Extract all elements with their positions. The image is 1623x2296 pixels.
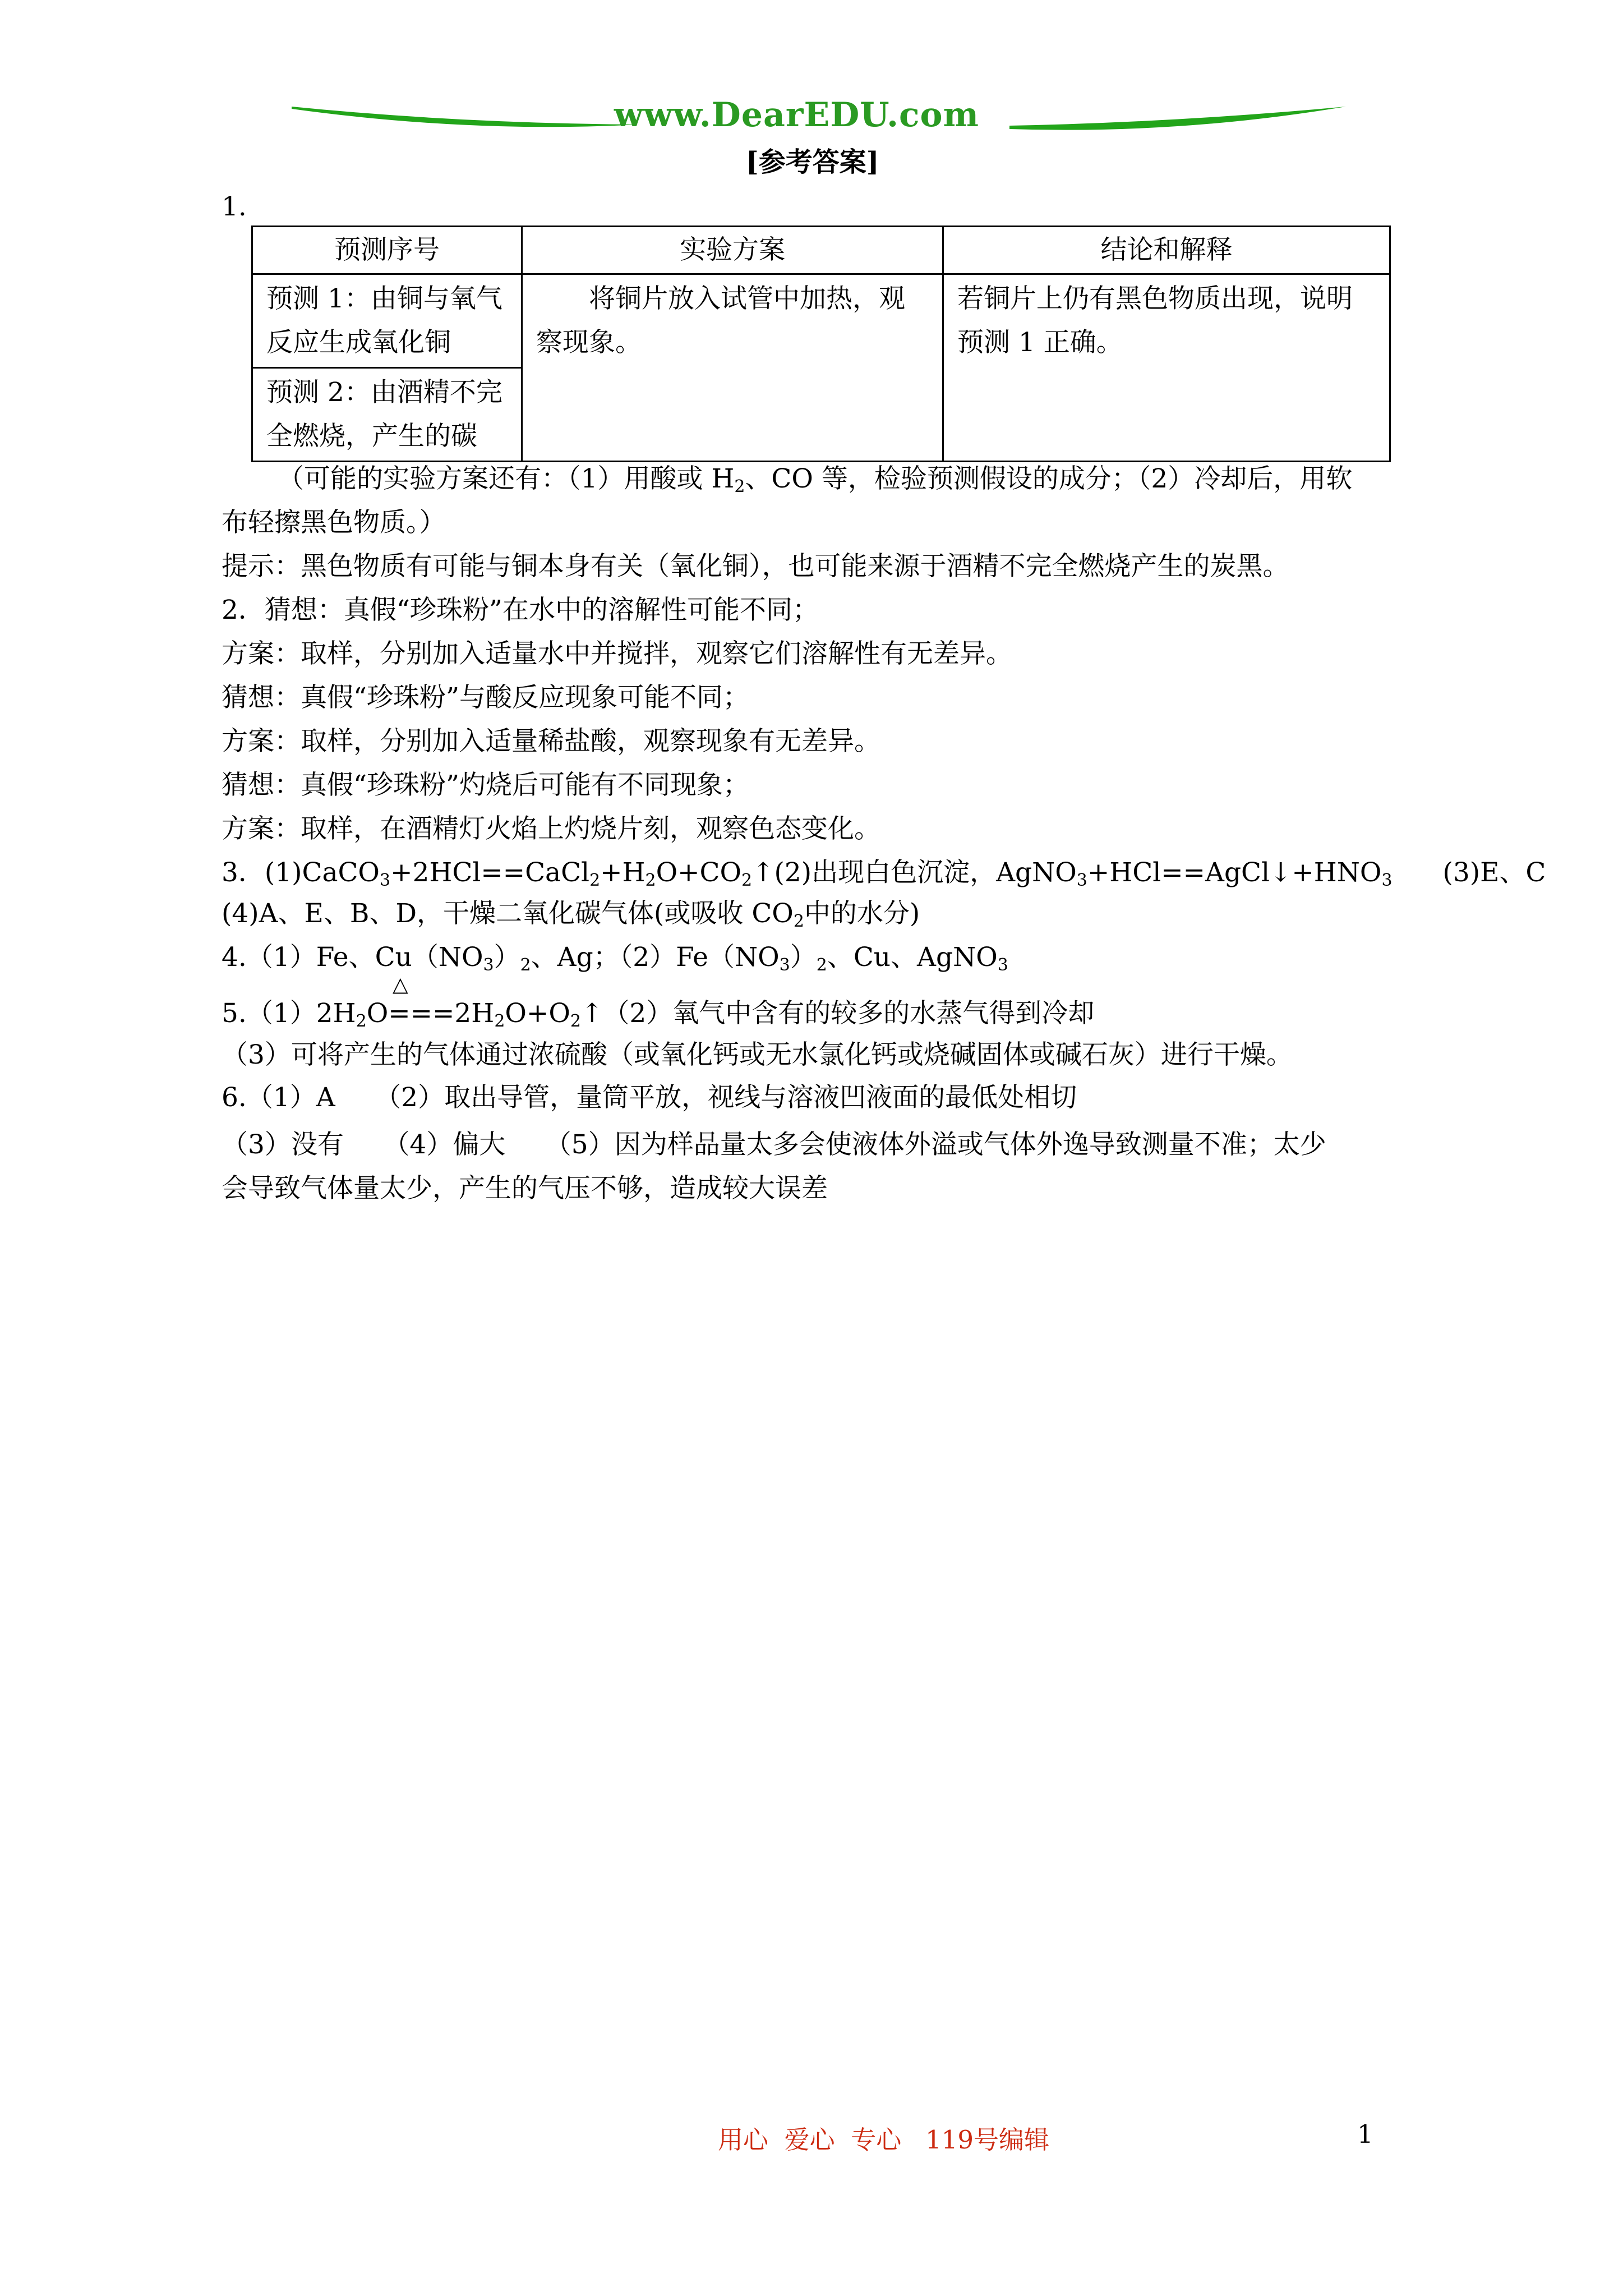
q1-hint: 提示：黑色物质有可能与铜本身有关（氧化铜），也可能来源于酒精不完全燃烧产生的炭黑。 <box>222 551 1289 582</box>
q1-note-line1 <box>278 457 1352 501</box>
header-swoosh-right <box>1009 101 1346 135</box>
subscript: 2 <box>734 477 745 496</box>
q5-text: 5.（1）2H <box>222 998 356 1029</box>
table-header-row <box>252 227 1390 274</box>
q6-line: 6.（1）A （2）取出导管，量筒平放，视线与溶液凹液面的最低处相切 <box>222 1082 1077 1113</box>
q3-text: (3)E、C <box>1442 857 1546 888</box>
subscript: 2 <box>741 871 753 890</box>
q4-text: 4.（1）Fe、Cu（NO <box>222 942 483 973</box>
page-number: 1 <box>1357 2119 1373 2149</box>
q1-note-a: （可能的实验方案还有：（1）用酸或 H <box>278 463 735 494</box>
answer-table <box>251 226 1391 462</box>
q3-text: O+CO <box>656 857 742 888</box>
q5-line2: （3）可将产生的气体通过浓硫酸（或氧化钙或无水氯化钙或烧碱固体或碱石灰）进行干燥。 <box>222 1039 1293 1070</box>
q3-line2 <box>222 892 920 936</box>
table-row <box>252 274 1390 368</box>
q4-text: ） <box>790 942 817 973</box>
q1-note-line2: 布轻擦黑色物质。） <box>222 507 446 538</box>
subscript: 3 <box>1076 871 1087 890</box>
subscript: 2 <box>645 871 656 890</box>
site-logo: www.DearEDU.com <box>614 95 980 135</box>
prediction-1-cell: 预测 1：由铜与氧气反应生成氧化铜 <box>252 274 522 368</box>
q3-text: +HCl==AgCl↓+HNO <box>1087 857 1382 888</box>
subscript: 3 <box>1381 871 1393 890</box>
q4-text: 、Cu、AgNO <box>827 942 998 973</box>
subscript: 3 <box>997 955 1008 975</box>
q4-text: ） <box>494 942 520 973</box>
subscript: 2 <box>589 871 601 890</box>
subscript: 2 <box>520 955 531 975</box>
q6-line: （3）没有 （4）偏大 （5）因为样品量太多会使液体外溢或气体外逸导致测量不准；太少 <box>222 1129 1326 1160</box>
header-swoosh-left <box>292 101 639 135</box>
heat-symbol: △ <box>393 973 408 996</box>
subscript: 2 <box>570 1011 581 1031</box>
q4-line <box>222 936 1008 979</box>
plan-cell: 将铜片放入试管中加热，观察现象。 <box>522 274 943 462</box>
q2-line: 方案：取样，在酒精灯火焰上灼烧片刻，观察色态变化。 <box>222 813 880 844</box>
subscript: 3 <box>779 955 790 975</box>
subscript: 3 <box>483 955 494 975</box>
conclusion-cell: 若铜片上仍有黑色物质出现，说明预测 1 正确。 <box>943 274 1390 462</box>
q2-line: 方案：取样，分别加入适量水中并搅拌，观察它们溶解性有无差异。 <box>222 638 1012 669</box>
table-header: 预测序号 <box>252 227 522 274</box>
q5-text: O+O <box>505 998 570 1029</box>
table-header: 实验方案 <box>522 227 943 274</box>
q3-text: ↑(2)出现白色沉淀，AgNO <box>752 857 1077 888</box>
subscript: 2 <box>356 1011 367 1031</box>
subscript: 2 <box>494 1011 505 1031</box>
q5-text: O===2H <box>366 998 495 1029</box>
q4-text: 、Ag；（2）Fe（NO <box>531 942 780 973</box>
q5-line1 <box>222 992 1094 1036</box>
table-header: 结论和解释 <box>943 227 1390 274</box>
q3-line1 <box>222 851 1546 895</box>
q2-line: 猜想：真假“珍珠粉”灼烧后可能有不同现象； <box>222 770 750 800</box>
q3-text: (4)A、E、B、D，干燥二氧化碳气体(或吸收 CO <box>222 898 794 929</box>
subscript: 3 <box>379 871 391 890</box>
prediction-2-cell: 预测 2：由酒精不完全燃烧，产生的碳 <box>252 368 522 462</box>
footer-text: 用心 爱心 专心 119号编辑 <box>718 2125 1050 2155</box>
q2-line: 2．猜想：真假“珍珠粉”在水中的溶解性可能不同； <box>222 595 819 625</box>
subscript: 2 <box>793 912 804 931</box>
q5-text: ↑（2）氧气中含有的较多的水蒸气得到冷却 <box>580 998 1095 1029</box>
q3-text: +2HCl==CaCl <box>390 857 590 888</box>
subscript: 2 <box>816 955 827 975</box>
q2-line: 猜想：真假“珍珠粉”与酸反应现象可能不同； <box>222 682 750 713</box>
q1-note-b: 、CO 等，检验预测假设的成分；（2）冷却后，用软 <box>745 463 1353 494</box>
page-title: [参考答案] <box>746 146 879 178</box>
q6-line: 会导致气体量太少，产生的气压不够，造成较大误差 <box>222 1173 828 1204</box>
q1-number: 1. <box>222 191 247 222</box>
q3-text: +H <box>600 857 645 888</box>
q2-line: 方案：取样，分别加入适量稀盐酸，观察现象有无差异。 <box>222 726 880 757</box>
q3-text: 中的水分) <box>804 898 920 929</box>
q3-text: 3．(1)CaCO <box>222 857 380 888</box>
